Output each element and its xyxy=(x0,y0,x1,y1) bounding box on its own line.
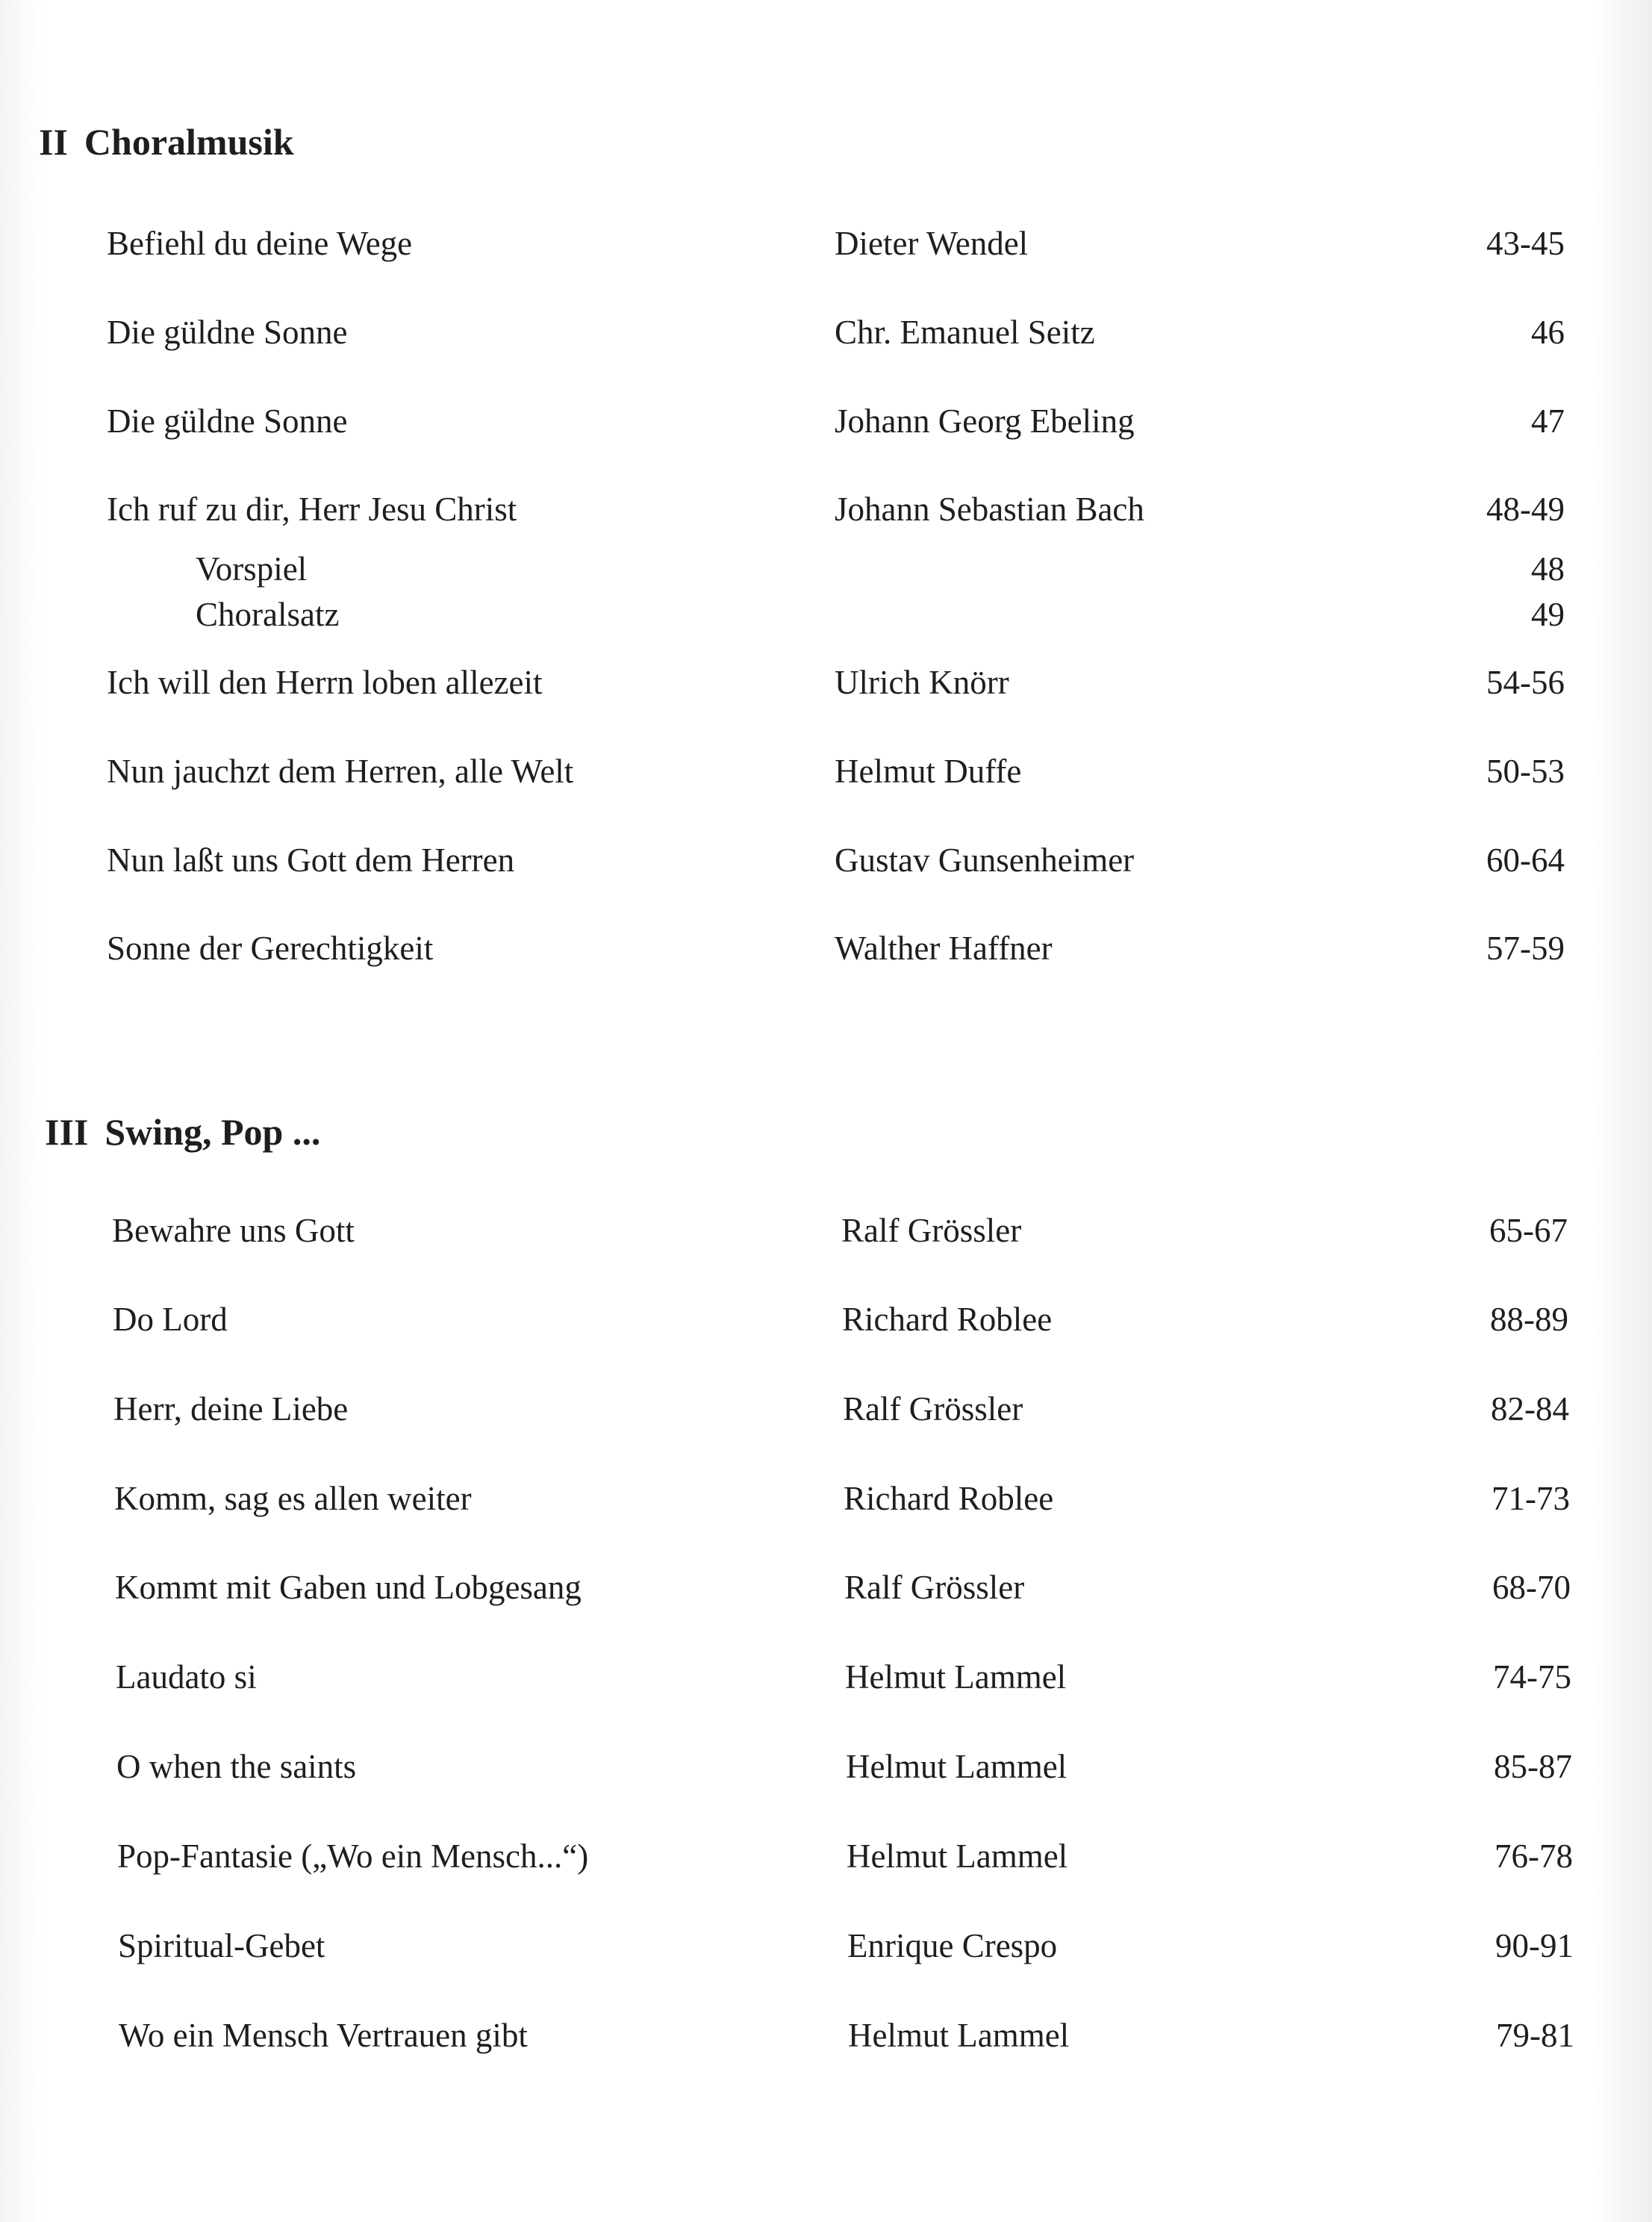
entry-title: Die güldne Sonne xyxy=(107,402,348,440)
entry-title: Nun laßt uns Gott dem Herren xyxy=(107,841,515,879)
toc-entry xyxy=(0,1387,1652,1431)
section-title: Swing, Pop ... xyxy=(105,1111,321,1153)
section-title: Choralmusik xyxy=(84,121,294,163)
entry-title: Laudato si xyxy=(116,1658,257,1696)
entry-title: Die güldne Sonne xyxy=(107,314,348,351)
toc-entry xyxy=(0,1923,1652,1968)
entry-pages: 48-49 xyxy=(1486,491,1565,528)
subentry-title: Choralsatz xyxy=(196,596,340,633)
section-heading-choralmusik xyxy=(39,119,294,164)
toc-entry xyxy=(0,926,1652,971)
entry-composer: Johann Sebastian Bach xyxy=(835,491,1144,528)
subentry-title: Vorspiel xyxy=(196,550,308,588)
entry-title: Pop-Fantasie („Wo ein Mensch...“) xyxy=(117,1837,589,1875)
toc-entry xyxy=(0,1297,1652,1342)
entry-pages: 71-73 xyxy=(1492,1480,1570,1517)
entry-composer: Johann Georg Ebeling xyxy=(835,402,1135,440)
entry-title: Befiehl du deine Wege xyxy=(107,225,413,262)
section-number: III xyxy=(45,1111,89,1153)
entry-title: Kommt mit Gaben und Lobgesang xyxy=(115,1569,582,1606)
toc-entry xyxy=(0,1834,1652,1879)
entry-title: Ich will den Herrn loben allezeit xyxy=(107,664,543,701)
entry-pages: 65-67 xyxy=(1489,1212,1568,1249)
entry-pages: 43-45 xyxy=(1486,225,1565,262)
entry-pages: 60-64 xyxy=(1486,841,1565,879)
entry-title: Bewahre uns Gott xyxy=(112,1212,355,1249)
entry-pages: 90-91 xyxy=(1495,1927,1574,1964)
entry-composer: Ulrich Knörr xyxy=(835,664,1009,701)
entry-composer: Richard Roblee xyxy=(844,1480,1054,1517)
entry-pages: 50-53 xyxy=(1486,753,1565,790)
entry-pages: 47 xyxy=(1531,402,1565,440)
toc-entry xyxy=(0,310,1652,355)
entry-title: Wo ein Mensch Vertrauen gibt xyxy=(119,2017,528,2054)
entry-composer: Chr. Emanuel Seitz xyxy=(835,314,1095,351)
entry-composer: Helmut Lammel xyxy=(847,1837,1068,1875)
entry-title: Do Lord xyxy=(113,1301,228,1338)
entry-title: Ich ruf zu dir, Herr Jesu Christ xyxy=(107,491,517,528)
entry-title: O when the saints xyxy=(116,1748,357,1785)
toc-subentry xyxy=(0,547,1652,591)
toc-entry xyxy=(0,1476,1652,1521)
toc-entry xyxy=(0,1744,1652,1789)
toc-entry xyxy=(0,487,1652,532)
entry-title: Komm, sag es allen weiter xyxy=(114,1480,472,1517)
toc-entry xyxy=(0,1655,1652,1699)
entry-pages: 79-81 xyxy=(1496,2017,1574,2054)
toc-entry xyxy=(0,1565,1652,1610)
entry-pages: 82-84 xyxy=(1491,1390,1569,1428)
toc-entry xyxy=(0,221,1652,266)
entry-title: Nun jauchzt dem Herren, alle Welt xyxy=(107,753,574,790)
entry-pages: 88-89 xyxy=(1490,1301,1568,1338)
entry-composer: Ralf Grössler xyxy=(843,1390,1023,1428)
entry-pages: 68-70 xyxy=(1492,1569,1571,1606)
section-heading-swing-pop xyxy=(45,1110,320,1154)
entry-composer: Dieter Wendel xyxy=(835,225,1029,262)
entry-pages: 46 xyxy=(1531,314,1565,351)
toc-entry xyxy=(0,399,1652,444)
entry-pages: 57-59 xyxy=(1486,930,1565,967)
entry-composer: Ralf Grössler xyxy=(844,1569,1025,1606)
entry-composer: Ralf Grössler xyxy=(841,1212,1022,1249)
toc-entry xyxy=(0,749,1652,794)
entry-pages: 54-56 xyxy=(1486,664,1565,701)
toc-subentry xyxy=(0,592,1652,637)
toc-entry xyxy=(0,2013,1652,2058)
entry-pages: 85-87 xyxy=(1494,1748,1572,1785)
subentry-pages: 49 xyxy=(1531,596,1565,633)
entry-composer: Helmut Duffe xyxy=(835,753,1022,790)
entry-composer: Enrique Crespo xyxy=(847,1927,1058,1964)
entry-title: Spiritual-Gebet xyxy=(118,1927,325,1964)
entry-composer: Helmut Lammel xyxy=(845,1658,1067,1696)
entry-composer: Walther Haffner xyxy=(835,930,1053,967)
entry-pages: 76-78 xyxy=(1494,1837,1573,1875)
toc-entry xyxy=(0,1208,1652,1253)
toc-entry xyxy=(0,660,1652,705)
entry-composer: Richard Roblee xyxy=(842,1301,1053,1338)
subentry-pages: 48 xyxy=(1531,550,1565,588)
entry-composer: Helmut Lammel xyxy=(848,2017,1070,2054)
entry-title: Sonne der Gerechtigkeit xyxy=(107,930,434,967)
toc-entry xyxy=(0,838,1652,883)
entry-pages: 74-75 xyxy=(1493,1658,1571,1696)
entry-composer: Gustav Gunsenheimer xyxy=(835,841,1135,879)
entry-composer: Helmut Lammel xyxy=(846,1748,1067,1785)
entry-title: Herr, deine Liebe xyxy=(113,1390,349,1428)
section-number: II xyxy=(39,121,68,163)
